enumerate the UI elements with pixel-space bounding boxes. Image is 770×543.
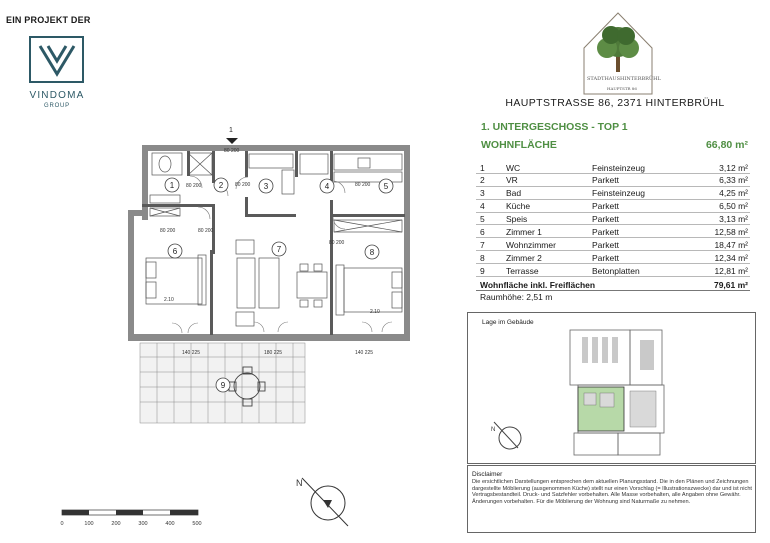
room-area: 6,33 m² bbox=[719, 175, 748, 186]
room-number: 3 bbox=[263, 182, 269, 191]
room-number: 2 bbox=[218, 181, 224, 190]
disclaimer-text: Die ersichtlichen Darstellungen entsprechen dem aktuellen Planungsstand. Die in den Plänen und Zeichnungen dargestellte Möblierung (ausgenommen Küche) stellt nur einen Vorschlag (= Illustrationszwecke) dar und ist nicht Vertragsbestandteil. Druck- und Satzfehler vorbehalten. Alle Masse vorbehalten, alle Angaben ohne Gewähr. Änderungen vorbehalten. Für die Möblierung der Wohnung sind Naturmaße zu nehmen. bbox=[472, 479, 752, 505]
room-material: Parkett bbox=[592, 226, 619, 237]
door-dim: 80 200 bbox=[355, 182, 371, 188]
room-area: 3,13 m² bbox=[719, 214, 748, 225]
entrance-marker: 1 bbox=[229, 127, 233, 134]
scale-label: 400 bbox=[165, 521, 175, 527]
room-number: 7 bbox=[276, 245, 282, 254]
room-no: 8 bbox=[480, 252, 485, 263]
door-dim: 80 200 bbox=[224, 148, 240, 154]
door-dim: 80 200 bbox=[235, 182, 251, 188]
room-name: Zimmer 1 bbox=[506, 226, 542, 237]
room-name: Zimmer 2 bbox=[506, 252, 542, 263]
disclaimer-title: Disclaimer bbox=[472, 471, 503, 478]
vindoma-logo bbox=[29, 36, 84, 83]
room-area: 4,25 m² bbox=[719, 188, 748, 199]
room-material: Parkett bbox=[592, 201, 619, 212]
bed-dim: 2.10 bbox=[370, 309, 380, 315]
room-area: 3,12 m² bbox=[719, 162, 748, 173]
room-row bbox=[476, 264, 750, 277]
bed-zimmer-2 bbox=[336, 265, 402, 315]
tree-logo-left-text: STADTHAUS bbox=[587, 76, 621, 82]
room-row bbox=[476, 161, 750, 174]
room-name: Speis bbox=[506, 214, 528, 225]
room-name: VR bbox=[506, 175, 518, 186]
room-area: 18,47 m² bbox=[714, 239, 748, 250]
room-row bbox=[476, 238, 750, 251]
room-row bbox=[476, 187, 750, 200]
room-table bbox=[476, 161, 750, 277]
room-number: 6 bbox=[172, 247, 178, 256]
bed-zimmer-1 bbox=[146, 255, 206, 305]
location-compass-icon bbox=[490, 420, 524, 454]
room-no: 4 bbox=[480, 201, 485, 212]
room-number: 5 bbox=[383, 182, 389, 191]
total-row bbox=[476, 279, 750, 291]
room-row bbox=[476, 225, 750, 238]
room-height: Raumhöhe: 2,51 m bbox=[480, 292, 553, 302]
scale-label: 0 bbox=[60, 521, 64, 527]
room-no: 2 bbox=[480, 175, 485, 186]
room-row bbox=[476, 251, 750, 264]
total-value: 79,61 m² bbox=[713, 280, 748, 290]
room-name: Terrasse bbox=[506, 265, 539, 276]
room-no: 7 bbox=[480, 239, 485, 250]
room-row bbox=[476, 200, 750, 213]
wohnflaeche-label: WOHNFLÄCHE bbox=[481, 139, 557, 151]
room-row bbox=[476, 213, 750, 226]
total-label: Wohnfläche inkl. Freiflächen bbox=[480, 280, 596, 290]
bed-dim: 2.10 bbox=[164, 297, 174, 303]
room-area: 12,58 m² bbox=[714, 226, 748, 237]
room-no: 9 bbox=[480, 265, 485, 276]
room-name: Küche bbox=[506, 201, 531, 212]
room-material: Parkett bbox=[592, 175, 619, 186]
fixtures bbox=[150, 153, 402, 232]
inner-walls bbox=[142, 151, 405, 335]
window-dim: 140 225 bbox=[355, 350, 374, 356]
door-dim: 80 200 bbox=[329, 240, 345, 246]
svg-text:N: N bbox=[491, 427, 496, 433]
room-area: 6,50 m² bbox=[719, 201, 748, 212]
scale-label: 100 bbox=[84, 521, 94, 527]
project-label: EIN PROJEKT DER bbox=[6, 15, 91, 25]
svg-text:N: N bbox=[296, 478, 303, 488]
address: HAUPTSTRASSE 86, 2371 HINTERBRÜHL bbox=[505, 97, 725, 109]
room-material: Betonplatten bbox=[592, 265, 640, 276]
scale-bar bbox=[60, 510, 201, 527]
floor-plan bbox=[0, 110, 470, 543]
scale-label: 200 bbox=[111, 521, 121, 527]
room-name: WC bbox=[506, 162, 521, 173]
location-plan-title: Lage im Gebäude bbox=[482, 319, 534, 326]
room-name: Wohnzimmer bbox=[506, 239, 556, 250]
door-dim: 80 200 bbox=[160, 228, 176, 234]
room-material: Feinsteinzeug bbox=[592, 162, 645, 173]
entrance-arrow-icon bbox=[226, 138, 238, 144]
room-no: 6 bbox=[480, 226, 485, 237]
wohnflaeche-value: 66,80 m² bbox=[705, 139, 748, 151]
room-material: Parkett bbox=[592, 214, 619, 225]
scale-label: 300 bbox=[138, 521, 148, 527]
tree-house-logo bbox=[581, 10, 661, 96]
tree-logo-right-text: HINTERBRÜHL bbox=[620, 76, 661, 82]
brand-name: VINDOMA bbox=[29, 90, 85, 101]
door-dim: 80 200 bbox=[186, 183, 202, 189]
room-material: Parkett bbox=[592, 252, 619, 263]
room-number: 1 bbox=[169, 181, 175, 190]
floor-title: 1. UNTERGESCHOSS - TOP 1 bbox=[481, 121, 628, 133]
window-dim: 140 225 bbox=[182, 350, 201, 356]
room-number: 4 bbox=[324, 182, 330, 191]
room-row bbox=[476, 174, 750, 187]
outer-walls bbox=[128, 145, 410, 341]
room-area: 12,34 m² bbox=[714, 252, 748, 263]
room-material: Parkett bbox=[592, 239, 619, 250]
room-material: Feinsteinzeug bbox=[592, 188, 645, 199]
room-area: 12,81 m² bbox=[714, 265, 748, 276]
tree-logo-sub-text: HAUPTSTR 86 bbox=[607, 86, 637, 91]
window-dim: 180 225 bbox=[264, 350, 283, 356]
brand-sub: GROUP bbox=[43, 103, 70, 109]
site-plan-drawing bbox=[560, 325, 670, 460]
scale-label: 500 bbox=[192, 521, 202, 527]
room-no: 1 bbox=[480, 162, 485, 173]
room-number: 8 bbox=[369, 248, 375, 257]
room-no: 3 bbox=[480, 188, 485, 199]
room-number: 9 bbox=[220, 381, 226, 390]
vindoma-v-icon bbox=[37, 43, 77, 77]
room-no: 5 bbox=[480, 214, 485, 225]
north-compass-icon bbox=[290, 470, 360, 530]
room-name: Bad bbox=[506, 188, 522, 199]
door-dim: 80 200 bbox=[198, 228, 214, 234]
